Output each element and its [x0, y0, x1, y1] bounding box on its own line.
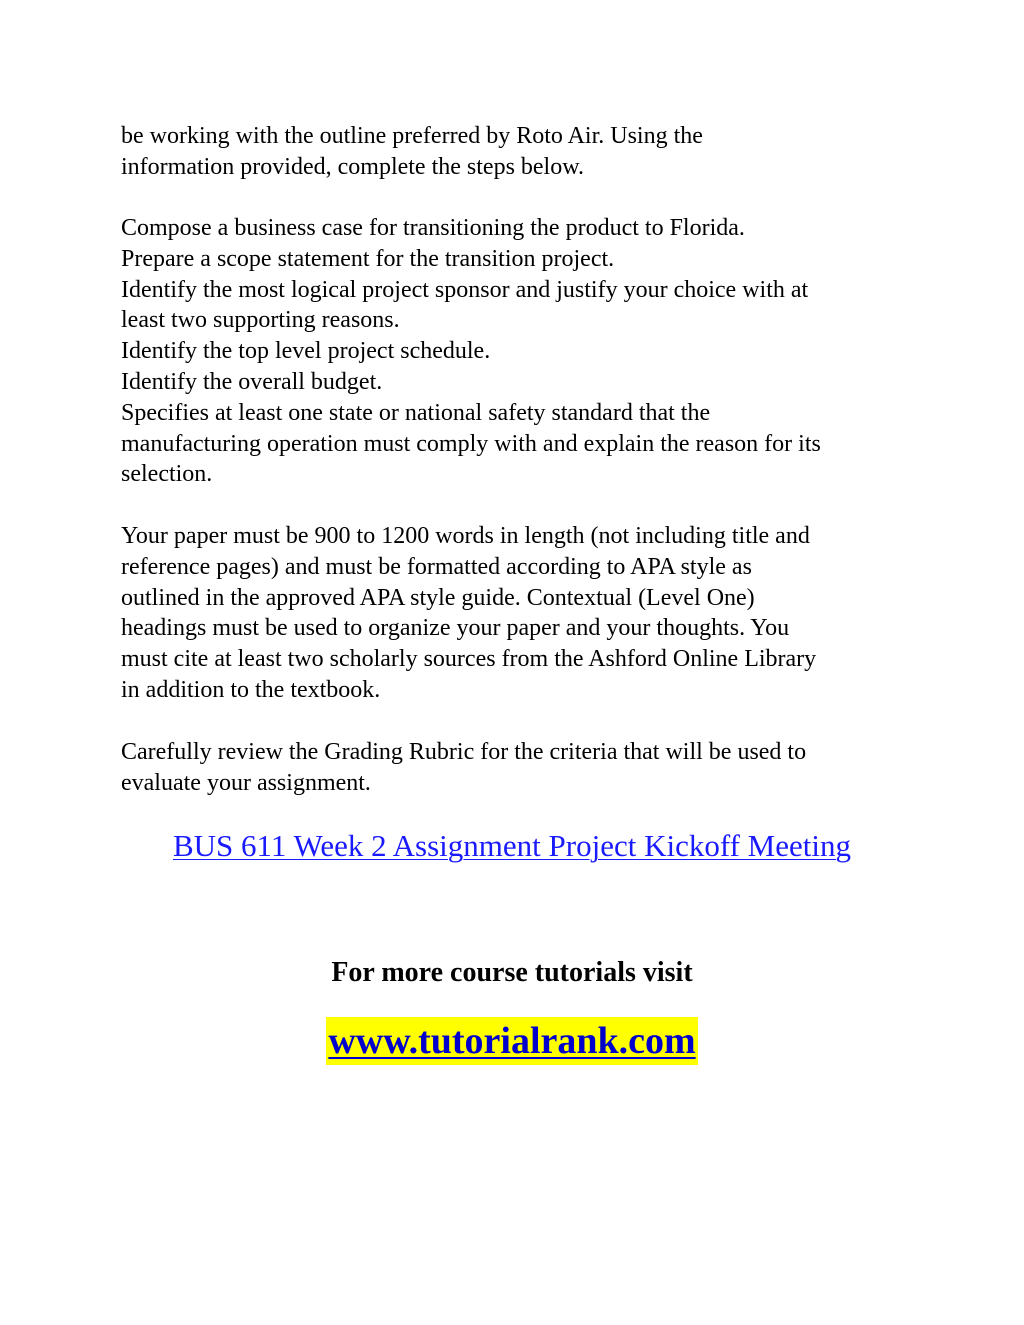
text-line: headings must be used to organize your paper and your thoughts. You: [121, 615, 790, 642]
text-line: reference pages) and must be formatted according to APA style as: [121, 553, 752, 580]
text-line: Specifies at least one state or national safety standard that the: [121, 399, 711, 426]
text-line: Carefully review the Grading Rubric for the criteria that will be used to: [121, 739, 807, 765]
text-line: least two supporting reasons.: [121, 307, 400, 334]
text-line: Identify the overall budget.: [121, 368, 383, 395]
text-line: selection.: [121, 461, 213, 488]
text-line: Your paper must be 900 to 1200 words in length (not including title and: [121, 523, 810, 549]
text-line: Prepare a scope statement for the transition project.: [121, 245, 615, 272]
steps-paragraph: [121, 213, 921, 490]
text-line: Identify the most logical project sponsor and justify your choice with at: [121, 276, 809, 303]
text-line: manufacturing operation must comply with and explain the reason for its: [121, 430, 821, 457]
site-link[interactable]: www.tutorialrank.com: [326, 1017, 697, 1065]
text-line: Compose a business case for transitioning the product to Florida.: [121, 215, 745, 241]
text-line: Identify the top level project schedule.: [121, 338, 491, 365]
site-link-container: [0, 1017, 1024, 1065]
text-line: in addition to the textbook.: [121, 676, 381, 703]
intro-paragraph: [121, 121, 921, 183]
text-line: information provided, complete the steps below.: [121, 153, 584, 180]
text-line: evaluate your assignment.: [121, 769, 371, 796]
promo-heading: For more course tutorials visit: [331, 957, 693, 988]
requirements-paragraph: [121, 521, 921, 706]
course-link[interactable]: BUS 611 Week 2 Assignment Project Kickoff Meeting: [172, 828, 851, 863]
rubric-paragraph: [121, 737, 921, 799]
text-line: must cite at least two scholarly sources from the Ashford Online Library: [121, 646, 817, 673]
text-line: outlined in the approved APA style guide. Contextual (Level One): [121, 584, 755, 611]
text-line: be working with the outline preferred by Roto Air. Using the: [121, 123, 703, 149]
course-link-container: [0, 826, 1024, 866]
